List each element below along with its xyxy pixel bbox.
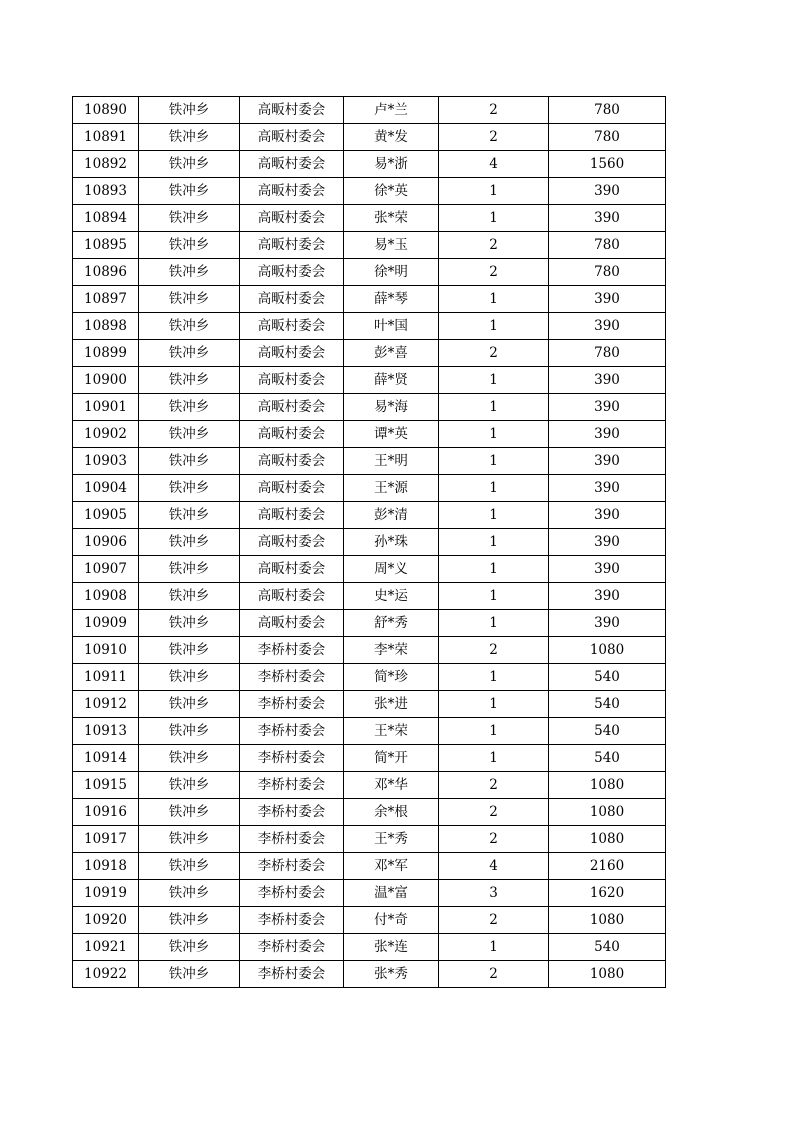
table-row [73,205,666,232]
township-cell: 铁冲乡 [139,205,240,232]
table-row [73,448,666,475]
count-cell: 1 [439,934,549,961]
township-cell: 铁冲乡 [139,259,240,286]
id-cell: 10898 [73,313,139,340]
township-cell: 铁冲乡 [139,772,240,799]
count-cell: 1 [439,421,549,448]
township-cell: 铁冲乡 [139,340,240,367]
id-cell: 10899 [73,340,139,367]
id-cell: 10904 [73,475,139,502]
name-cell: 简*开 [344,745,439,772]
name-cell: 温*富 [344,880,439,907]
id-cell: 10916 [73,799,139,826]
count-cell: 1 [439,664,549,691]
township-cell: 铁冲乡 [139,232,240,259]
township-cell: 铁冲乡 [139,583,240,610]
township-cell: 铁冲乡 [139,718,240,745]
amount-cell: 1620 [549,880,666,907]
id-cell: 10907 [73,556,139,583]
id-cell: 10921 [73,934,139,961]
village-cell: 李桥村委会 [240,907,344,934]
village-cell: 李桥村委会 [240,691,344,718]
table-row [73,556,666,583]
count-cell: 1 [439,286,549,313]
village-cell: 李桥村委会 [240,772,344,799]
table-row [73,367,666,394]
amount-cell: 1080 [549,961,666,988]
amount-cell: 1560 [549,151,666,178]
amount-cell: 390 [549,286,666,313]
id-cell: 10892 [73,151,139,178]
village-cell: 李桥村委会 [240,961,344,988]
village-cell: 李桥村委会 [240,826,344,853]
amount-cell: 390 [549,367,666,394]
table-row [73,961,666,988]
amount-cell: 390 [549,583,666,610]
name-cell: 张*进 [344,691,439,718]
name-cell: 易*玉 [344,232,439,259]
id-cell: 10910 [73,637,139,664]
name-cell: 简*珍 [344,664,439,691]
table-row [73,394,666,421]
amount-cell: 780 [549,259,666,286]
amount-cell: 540 [549,718,666,745]
township-cell: 铁冲乡 [139,961,240,988]
township-cell: 铁冲乡 [139,799,240,826]
amount-cell: 390 [549,475,666,502]
township-cell: 铁冲乡 [139,745,240,772]
count-cell: 4 [439,853,549,880]
table-row [73,583,666,610]
id-cell: 10901 [73,394,139,421]
village-cell: 高畈村委会 [240,448,344,475]
id-cell: 10908 [73,583,139,610]
count-cell: 2 [439,124,549,151]
count-cell: 1 [439,205,549,232]
table-row [73,475,666,502]
amount-cell: 1080 [549,799,666,826]
name-cell: 黄*发 [344,124,439,151]
name-cell: 张*荣 [344,205,439,232]
table-row [73,178,666,205]
village-cell: 高畈村委会 [240,178,344,205]
id-cell: 10891 [73,124,139,151]
count-cell: 2 [439,799,549,826]
township-cell: 铁冲乡 [139,313,240,340]
count-cell: 1 [439,448,549,475]
village-cell: 高畈村委会 [240,313,344,340]
id-cell: 10915 [73,772,139,799]
amount-cell: 780 [549,232,666,259]
township-cell: 铁冲乡 [139,880,240,907]
table-row [73,772,666,799]
village-cell: 李桥村委会 [240,934,344,961]
village-cell: 高畈村委会 [240,475,344,502]
amount-cell: 390 [549,448,666,475]
name-cell: 王*源 [344,475,439,502]
id-cell: 10914 [73,745,139,772]
township-cell: 铁冲乡 [139,502,240,529]
id-cell: 10903 [73,448,139,475]
village-cell: 李桥村委会 [240,880,344,907]
id-cell: 10890 [73,97,139,124]
township-cell: 铁冲乡 [139,907,240,934]
count-cell: 2 [439,340,549,367]
name-cell: 卢*兰 [344,97,439,124]
table-row [73,934,666,961]
table-row [73,826,666,853]
table-row [73,151,666,178]
table-row [73,637,666,664]
table-row [73,340,666,367]
table-row [73,880,666,907]
count-cell: 1 [439,502,549,529]
township-cell: 铁冲乡 [139,286,240,313]
amount-cell: 390 [549,205,666,232]
count-cell: 1 [439,178,549,205]
amount-cell: 780 [549,97,666,124]
amount-cell: 2160 [549,853,666,880]
id-cell: 10905 [73,502,139,529]
count-cell: 1 [439,529,549,556]
count-cell: 2 [439,259,549,286]
amount-cell: 390 [549,421,666,448]
name-cell: 张*秀 [344,961,439,988]
id-cell: 10906 [73,529,139,556]
table-row [73,907,666,934]
village-cell: 高畈村委会 [240,97,344,124]
count-cell: 1 [439,313,549,340]
count-cell: 2 [439,961,549,988]
id-cell: 10895 [73,232,139,259]
amount-cell: 390 [549,529,666,556]
count-cell: 2 [439,772,549,799]
count-cell: 4 [439,151,549,178]
village-cell: 高畈村委会 [240,394,344,421]
township-cell: 铁冲乡 [139,664,240,691]
village-cell: 高畈村委会 [240,232,344,259]
amount-cell: 1080 [549,637,666,664]
table-row [73,853,666,880]
name-cell: 易*海 [344,394,439,421]
table-row [73,610,666,637]
id-cell: 10917 [73,826,139,853]
amount-cell: 1080 [549,907,666,934]
count-cell: 2 [439,907,549,934]
id-cell: 10902 [73,421,139,448]
township-cell: 铁冲乡 [139,637,240,664]
village-cell: 高畈村委会 [240,502,344,529]
amount-cell: 390 [549,313,666,340]
name-cell: 薛*琴 [344,286,439,313]
id-cell: 10913 [73,718,139,745]
id-cell: 10897 [73,286,139,313]
table-row [73,313,666,340]
amount-cell: 1080 [549,826,666,853]
name-cell: 王*明 [344,448,439,475]
name-cell: 易*浙 [344,151,439,178]
name-cell: 史*运 [344,583,439,610]
village-cell: 高畈村委会 [240,421,344,448]
count-cell: 1 [439,718,549,745]
name-cell: 张*连 [344,934,439,961]
amount-cell: 780 [549,124,666,151]
village-cell: 李桥村委会 [240,853,344,880]
amount-cell: 540 [549,691,666,718]
township-cell: 铁冲乡 [139,367,240,394]
village-cell: 高畈村委会 [240,286,344,313]
township-cell: 铁冲乡 [139,448,240,475]
township-cell: 铁冲乡 [139,421,240,448]
count-cell: 2 [439,232,549,259]
count-cell: 2 [439,826,549,853]
township-cell: 铁冲乡 [139,826,240,853]
name-cell: 舒*秀 [344,610,439,637]
name-cell: 王*秀 [344,826,439,853]
table-row [73,664,666,691]
township-cell: 铁冲乡 [139,853,240,880]
id-cell: 10922 [73,961,139,988]
township-cell: 铁冲乡 [139,691,240,718]
count-cell: 1 [439,367,549,394]
name-cell: 彭*喜 [344,340,439,367]
id-cell: 10920 [73,907,139,934]
table-row [73,691,666,718]
id-cell: 10912 [73,691,139,718]
name-cell: 李*荣 [344,637,439,664]
id-cell: 10919 [73,880,139,907]
count-cell: 3 [439,880,549,907]
count-cell: 2 [439,97,549,124]
table-row [73,745,666,772]
township-cell: 铁冲乡 [139,151,240,178]
village-cell: 李桥村委会 [240,745,344,772]
name-cell: 余*根 [344,799,439,826]
table-row [73,286,666,313]
village-cell: 高畈村委会 [240,529,344,556]
amount-cell: 540 [549,745,666,772]
id-cell: 10893 [73,178,139,205]
village-cell: 高畈村委会 [240,124,344,151]
name-cell: 王*荣 [344,718,439,745]
village-cell: 高畈村委会 [240,205,344,232]
township-cell: 铁冲乡 [139,610,240,637]
id-cell: 10896 [73,259,139,286]
table-row [73,502,666,529]
id-cell: 10894 [73,205,139,232]
township-cell: 铁冲乡 [139,934,240,961]
table-row [73,421,666,448]
township-cell: 铁冲乡 [139,394,240,421]
village-cell: 高畈村委会 [240,583,344,610]
count-cell: 1 [439,691,549,718]
count-cell: 1 [439,745,549,772]
village-cell: 高畈村委会 [240,340,344,367]
township-cell: 铁冲乡 [139,97,240,124]
amount-cell: 390 [549,556,666,583]
count-cell: 1 [439,475,549,502]
village-cell: 李桥村委会 [240,637,344,664]
township-cell: 铁冲乡 [139,529,240,556]
count-cell: 1 [439,610,549,637]
village-cell: 高畈村委会 [240,610,344,637]
id-cell: 10909 [73,610,139,637]
name-cell: 谭*英 [344,421,439,448]
name-cell: 孙*珠 [344,529,439,556]
id-cell: 10900 [73,367,139,394]
village-cell: 高畈村委会 [240,151,344,178]
table-row [73,259,666,286]
name-cell: 邓*军 [344,853,439,880]
township-cell: 铁冲乡 [139,475,240,502]
name-cell: 徐*明 [344,259,439,286]
amount-cell: 390 [549,178,666,205]
name-cell: 叶*国 [344,313,439,340]
table-body [73,97,666,988]
name-cell: 周*义 [344,556,439,583]
township-cell: 铁冲乡 [139,178,240,205]
amount-cell: 390 [549,610,666,637]
name-cell: 彭*清 [344,502,439,529]
village-cell: 李桥村委会 [240,718,344,745]
count-cell: 1 [439,394,549,421]
village-cell: 李桥村委会 [240,664,344,691]
name-cell: 薛*贤 [344,367,439,394]
township-cell: 铁冲乡 [139,124,240,151]
amount-cell: 1080 [549,772,666,799]
table-row [73,232,666,259]
name-cell: 徐*英 [344,178,439,205]
amount-cell: 780 [549,340,666,367]
amount-cell: 390 [549,502,666,529]
name-cell: 付*奇 [344,907,439,934]
count-cell: 2 [439,637,549,664]
township-cell: 铁冲乡 [139,556,240,583]
amount-cell: 390 [549,394,666,421]
village-cell: 李桥村委会 [240,799,344,826]
amount-cell: 540 [549,664,666,691]
table-row [73,97,666,124]
count-cell: 1 [439,583,549,610]
village-cell: 高畈村委会 [240,367,344,394]
name-cell: 邓*华 [344,772,439,799]
table-row [73,124,666,151]
village-cell: 高畈村委会 [240,556,344,583]
subsidy-table [72,96,666,988]
id-cell: 10918 [73,853,139,880]
village-cell: 高畈村委会 [240,259,344,286]
amount-cell: 540 [549,934,666,961]
count-cell: 1 [439,556,549,583]
table-row [73,718,666,745]
table-row [73,529,666,556]
table-row [73,799,666,826]
id-cell: 10911 [73,664,139,691]
